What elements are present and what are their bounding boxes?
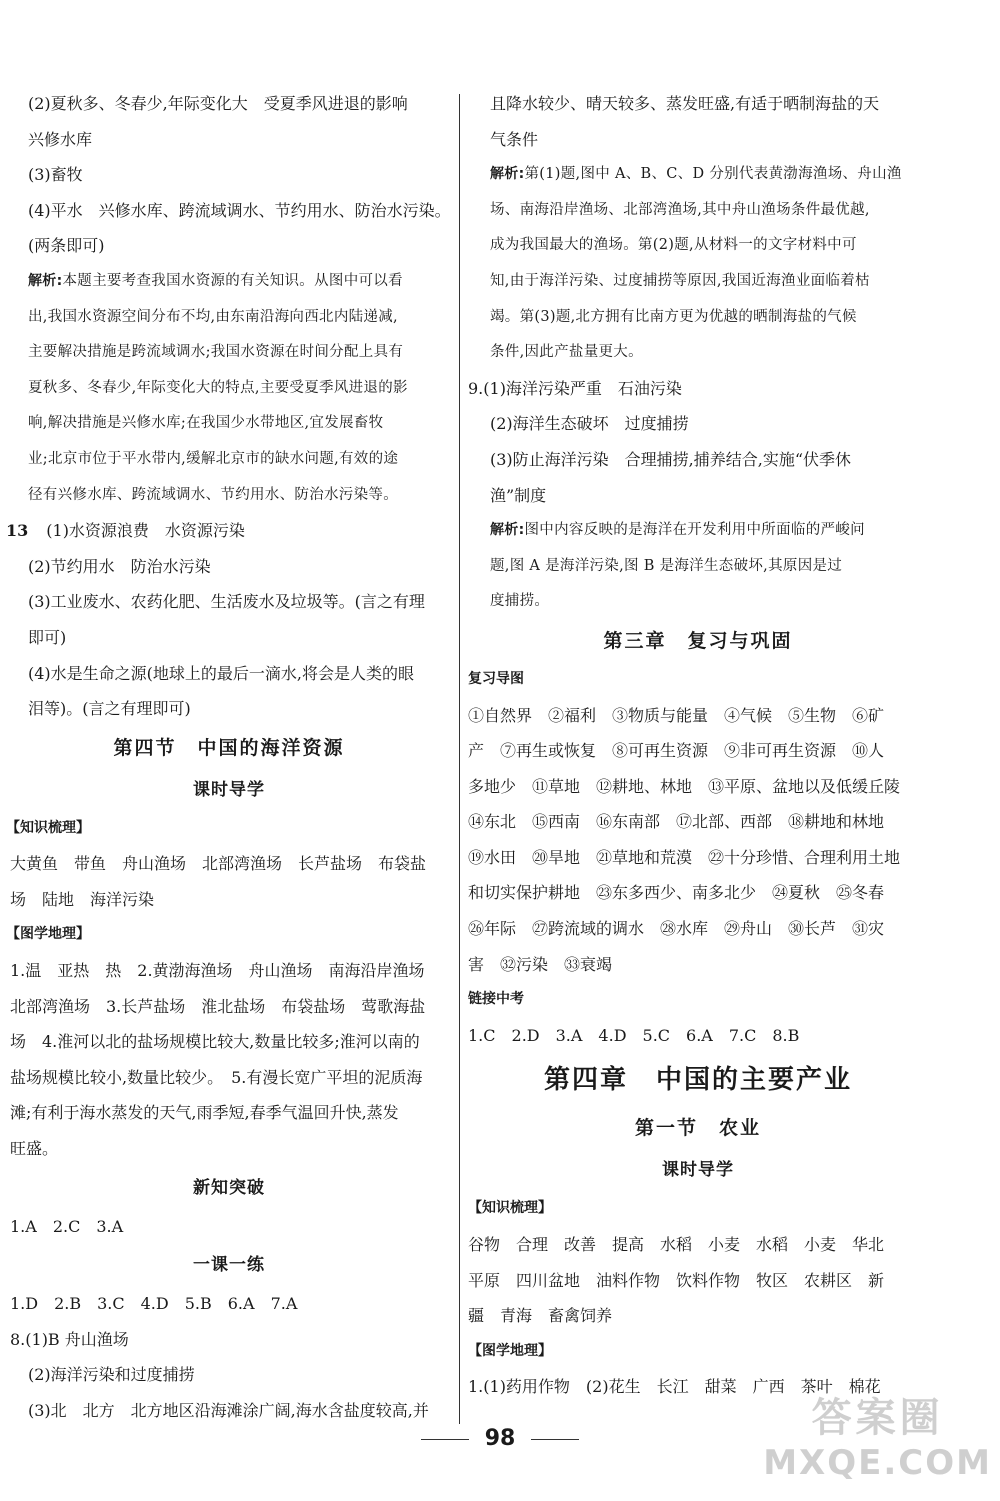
line-text: 成为我国最大的渔场。第(2)题,从材料一的文字材料中可	[490, 237, 857, 254]
right-line-15	[468, 620, 928, 662]
line-text: 旺盛。	[10, 1139, 59, 1159]
left-line-5	[6, 264, 452, 300]
right-line-0	[468, 86, 928, 122]
line-text: 场 4.淮河以北的盐场规模比较大,数量比较多;淮河以南的	[10, 1032, 420, 1052]
left-line-17	[6, 691, 452, 727]
line-text: (3)北 北方 北方地区沿海滩涂广阔,海水含盐度较高,并	[28, 1401, 429, 1420]
line-text: (1)水资源浪费 水资源污染	[46, 521, 245, 541]
left-line-16	[6, 656, 452, 692]
line-text: 1.C 2.D 3.A 4.D 5.C 6.A 7.C 8.B	[468, 1025, 800, 1045]
right-line-20	[468, 804, 928, 840]
right-line-32	[468, 1263, 928, 1299]
left-line-30	[6, 1167, 452, 1209]
watermark-line2: MXQE.COM	[763, 1443, 992, 1483]
left-line-0	[6, 86, 452, 122]
line-text: (2)海洋生态破坏 过度捕捞	[490, 414, 689, 434]
line-text: ⑲水田 ⑳旱地 ㉑草地和荒漠 ㉒十分珍惜、合理利用土地	[468, 847, 901, 867]
right-line-19	[468, 769, 928, 805]
column-divider	[459, 94, 460, 1424]
line-text: 1.D 2.B 3.C 4.D 5.B 6.A 7.A	[10, 1294, 298, 1314]
line-text: 1.A 2.C 3.A	[10, 1216, 124, 1236]
line-text: 1.温 亚热 热 2.黄渤海渔场 舟山渔场 南海沿岸渔场	[10, 961, 425, 981]
line-text: 竭。第(3)题,北方拥有比南方更为优越的晒制海盐的气候	[490, 308, 857, 325]
right-line-28	[468, 1107, 928, 1149]
left-line-7	[6, 335, 452, 371]
right-line-13	[468, 549, 928, 585]
line-text: ①自然界 ②福利 ③物质与能量 ④气候 ⑤生物 ⑥矿	[468, 705, 885, 725]
page-number-text: 98	[484, 1426, 516, 1451]
line-text: 课时导学	[662, 1160, 734, 1181]
line-text: 谷物 合理 改善 提高 水稻 小麦 水稻 小麦 华北	[468, 1235, 885, 1255]
right-line-30	[468, 1191, 928, 1227]
left-line-34	[6, 1322, 452, 1358]
line-text: 疆 青海 畜禽饲养	[468, 1306, 613, 1326]
line-text: 主要解决措施是跨流域调水;我国水资源在时间分配上具有	[28, 344, 404, 361]
left-line-14	[6, 584, 452, 620]
line-text: 9.(1)海洋污染严重 石油污染	[468, 378, 682, 398]
line-text: 图中内容反映的是海洋在开发利用中所面临的严峻问	[524, 522, 865, 539]
line-text: 8.(1)B 舟山渔场	[10, 1329, 129, 1349]
line-text: 复习导图	[468, 670, 524, 687]
right-line-9	[468, 406, 928, 442]
left-line-18	[6, 727, 452, 769]
right-line-16	[468, 662, 928, 698]
right-line-31	[468, 1227, 928, 1263]
line-text: 兴修水库	[28, 129, 93, 149]
line-text: 夏秋多、冬春少,年际变化大的特点,主要受夏季风进退的影	[28, 379, 408, 396]
right-line-24	[468, 947, 928, 983]
right-line-22	[468, 875, 928, 911]
page-number-dash-right	[531, 1439, 579, 1440]
left-line-32	[6, 1244, 452, 1286]
line-text: 径有兴修水库、跨流域调水、节约用水、防治水污染等。	[28, 486, 398, 503]
line-text: 盐场规模比较小,数量比较少。 5.有漫长宽广平坦的泥质海	[10, 1067, 423, 1087]
left-line-13	[6, 549, 452, 585]
right-line-12	[468, 513, 928, 549]
left-line-1	[6, 122, 452, 158]
left-line-36	[6, 1393, 452, 1429]
left-line-2	[6, 157, 452, 193]
line-text: 场 陆地 海洋污染	[10, 889, 155, 909]
line-text: 本题主要考查我国水资源的有关知识。从图中可以看	[62, 272, 403, 289]
line-text: ㉖年际 ㉗跨流域的调水 ㉘水库 ㉙舟山 ㉚长芦 ㉛灾	[468, 919, 885, 939]
line-text: 度捕捞。	[490, 593, 550, 610]
line-text: 知,由于海洋污染、过度捕捞等原因,我国近海渔业面临着枯	[490, 272, 870, 289]
watermark-logo	[763, 1386, 992, 1483]
line-text: 泪等)。(言之有理即可)	[28, 699, 191, 719]
line-text: 场、南海沿岸渔场、北部湾渔场,其中舟山渔场条件最优越,	[490, 201, 870, 218]
left-line-21	[6, 846, 452, 882]
right-line-1	[468, 122, 928, 158]
line-text: 大黄鱼 带鱼 舟山渔场 北部湾渔场 长芦盐场 布袋盐	[10, 854, 427, 874]
line-text: 【知识梳理】	[468, 1200, 552, 1217]
right-line-7	[468, 335, 928, 371]
right-line-11	[468, 478, 928, 514]
line-text: 害 ㉜污染 ㉝衰竭	[468, 954, 613, 974]
analysis-label: 解析:	[490, 166, 525, 183]
line-text: 第四章 中国的主要产业	[543, 1065, 852, 1096]
line-text: 平原 四川盆地 油料作物 饮料作物 牧区 农耕区 新	[468, 1270, 885, 1290]
left-line-31	[6, 1209, 452, 1245]
line-text: ⑭东北 ⑮西南 ⑯东南部 ⑰北部、西部 ⑱耕地和林地	[468, 812, 885, 832]
right-line-34	[468, 1334, 928, 1370]
left-line-10	[6, 442, 452, 478]
line-text: (4)平水 兴修水库、跨流域调水、节约用水、防治水污染。	[28, 200, 451, 220]
left-line-19	[6, 769, 452, 811]
line-text: (3)工业废水、农药化肥、生活废水及垃圾等。(言之有理	[28, 592, 425, 612]
line-text: 第三章 复习与巩固	[603, 629, 793, 652]
line-text: 1.(1)药用作物 (2)花生 长江 甜菜 广西 茶叶 棉花	[468, 1377, 881, 1397]
line-text: 【知识梳理】	[6, 819, 90, 836]
right-line-2	[468, 157, 928, 193]
line-text: 链接中考	[468, 991, 524, 1008]
left-line-27	[6, 1060, 452, 1096]
left-line-28	[6, 1095, 452, 1131]
line-text: 出,我国水资源空间分布不均,由东南沿海向西北内陆递减,	[28, 308, 398, 325]
left-line-4	[6, 228, 452, 264]
left-line-6	[6, 300, 452, 336]
line-text: 且降水较少、晴天较多、蒸发旺盛,有适于晒制海盐的天	[490, 94, 880, 113]
left-line-9	[6, 406, 452, 442]
left-line-15	[6, 620, 452, 656]
right-line-5	[468, 264, 928, 300]
line-text: 第四节 中国的海洋资源	[113, 736, 345, 759]
right-line-3	[468, 193, 928, 229]
right-line-25	[468, 982, 928, 1018]
analysis-label: 解析:	[490, 522, 525, 539]
right-line-6	[468, 300, 928, 336]
line-text: 条件,因此产盐量更大。	[490, 344, 643, 361]
left-line-29	[6, 1131, 452, 1167]
analysis-label: 解析:	[28, 272, 63, 289]
line-text: 渔”制度	[490, 485, 547, 505]
line-text: 响,解决措施是兴修水库;在我国少水带地区,宜发展畜牧	[28, 415, 384, 432]
right-line-18	[468, 733, 928, 769]
watermark-line1: 答案圈	[811, 1395, 944, 1441]
line-text: (3)畜牧	[28, 165, 83, 185]
right-line-21	[468, 840, 928, 876]
line-text: 【图学地理】	[468, 1342, 552, 1359]
right-column	[468, 86, 928, 1405]
line-text: 题,图 A 是海洋污染,图 B 是海洋生态破坏,其原因是过	[490, 557, 843, 574]
line-text: 滩;有利于海水蒸发的天气,雨季短,春季气温回升快,蒸发	[10, 1103, 399, 1123]
left-line-24	[6, 953, 452, 989]
line-text: (4)水是生命之源(地球上的最后一滴水,将会是人类的眼	[28, 663, 414, 683]
line-text: 气条件	[490, 129, 539, 149]
left-line-20	[6, 811, 452, 847]
line-text: 第(1)题,图中 A、B、C、D 分别代表黄渤海渔场、舟山渔	[524, 166, 902, 183]
left-line-8	[6, 371, 452, 407]
line-text: 【图学地理】	[6, 926, 90, 943]
left-line-35	[6, 1357, 452, 1393]
line-text: 北部湾渔场 3.长芦盐场 淮北盐场 布袋盐场 莺歌海盐	[10, 996, 426, 1016]
right-line-14	[468, 584, 928, 620]
right-line-4	[468, 228, 928, 264]
left-line-23	[6, 917, 452, 953]
left-column	[6, 86, 452, 1429]
right-line-10	[468, 442, 928, 478]
right-line-27	[468, 1053, 928, 1107]
line-text: 新知突破	[193, 1177, 265, 1198]
line-text: (2)海洋污染和过度捕捞	[28, 1365, 195, 1385]
right-line-8	[468, 371, 928, 407]
line-text: (2)夏秋多、冬春少,年际变化大 受夏季风进退的影响	[28, 94, 408, 113]
left-line-11	[6, 478, 452, 514]
left-line-3	[6, 193, 452, 229]
line-text: 一课一练	[193, 1255, 265, 1276]
left-line-33	[6, 1286, 452, 1322]
question-number: 13	[6, 521, 29, 541]
right-line-26	[468, 1018, 928, 1054]
right-line-23	[468, 911, 928, 947]
line-text: 和切实保护耕地 ㉓东多西少、南多北少 ㉔夏秋 ㉕冬春	[468, 883, 885, 903]
line-text: (3)防止海洋污染 合理捕捞,捕养结合,实施“伏季休	[490, 449, 852, 469]
left-line-12	[6, 513, 452, 549]
line-text: 业;北京市位于平水带内,缓解北京市的缺水问题,有效的途	[28, 450, 399, 467]
right-line-17	[468, 698, 928, 734]
line-text: (2)节约用水 防治水污染	[28, 556, 211, 576]
line-text: 产 ⑦再生或恢复 ⑧可再生资源 ⑨非可再生资源 ⑩人	[468, 741, 885, 761]
left-line-22	[6, 882, 452, 918]
line-text: 即可)	[28, 627, 67, 647]
line-text: (两条即可)	[28, 236, 105, 256]
line-text: 课时导学	[193, 779, 265, 800]
line-text: 第一节 农业	[634, 1117, 761, 1140]
line-text: 多地少 ⑪草地 ⑫耕地、林地 ⑬平原、盆地以及低缓丘陵	[468, 776, 901, 796]
left-line-25	[6, 989, 452, 1025]
right-line-33	[468, 1298, 928, 1334]
left-line-26	[6, 1024, 452, 1060]
page-number-dash-left	[421, 1439, 469, 1440]
right-line-29	[468, 1149, 928, 1191]
